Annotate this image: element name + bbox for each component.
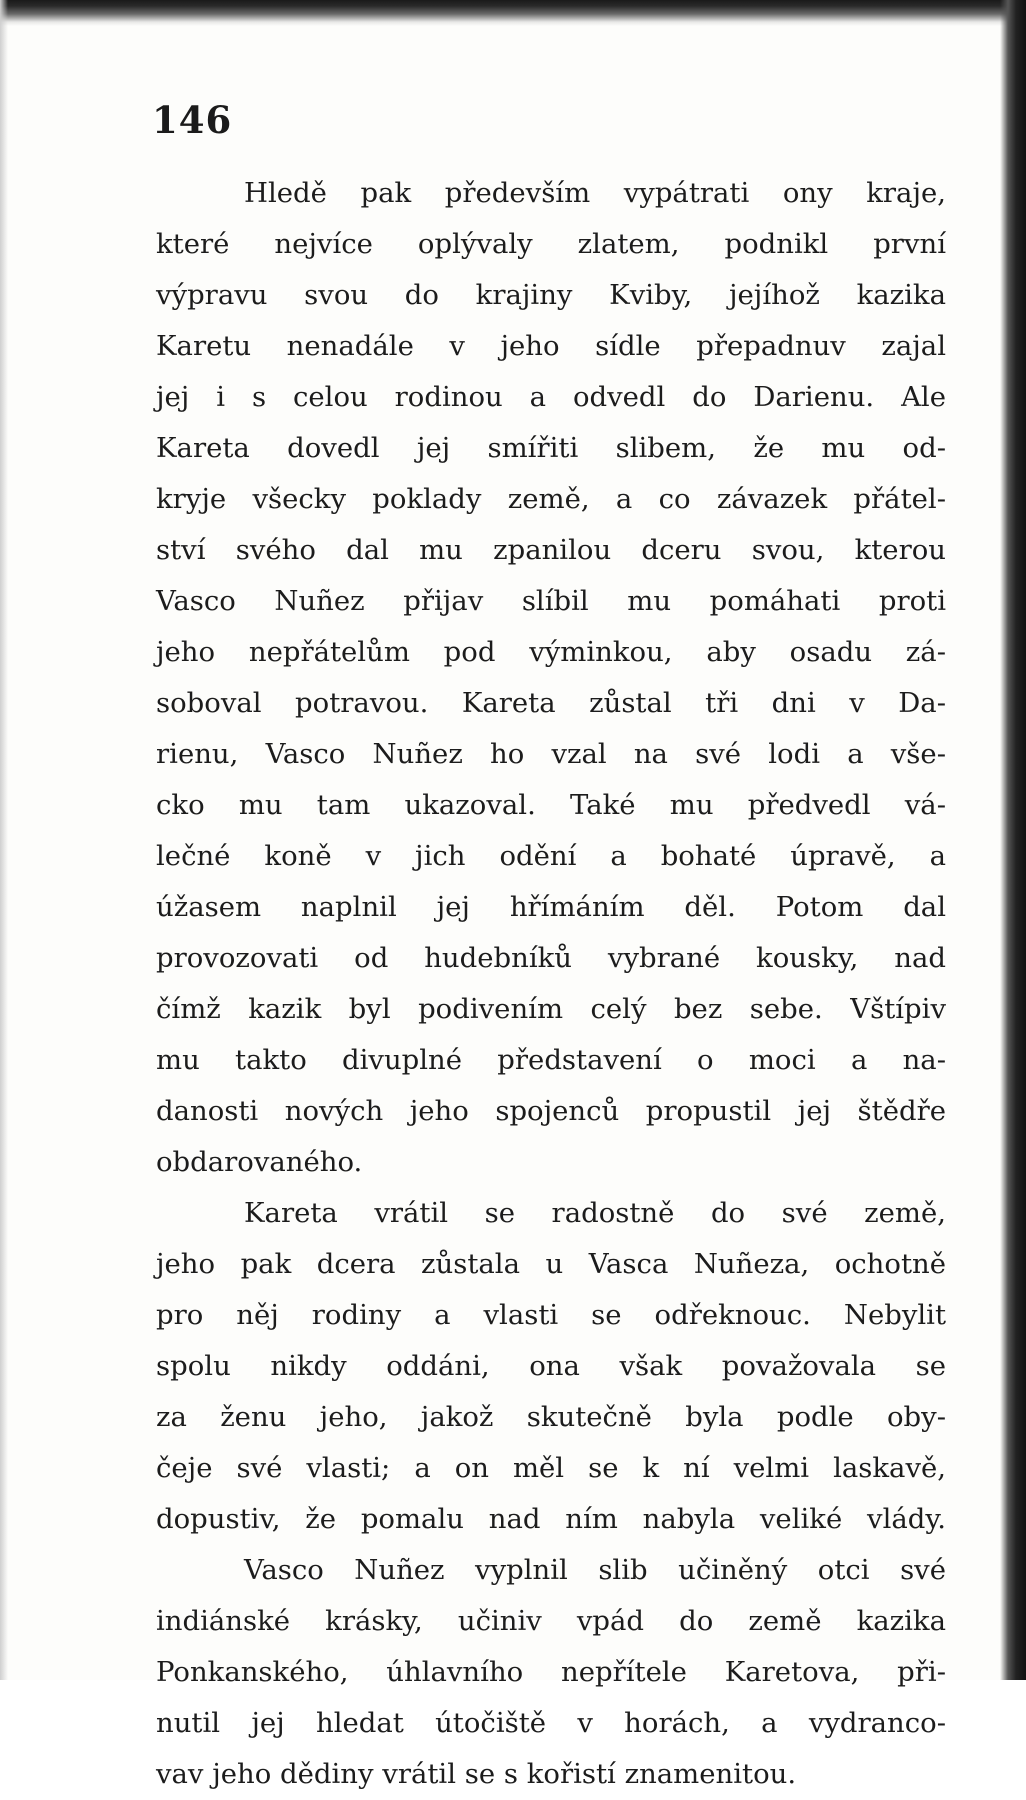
text-line: Kareta dovedl jej smířiti slibem, že mu od- [156, 432, 946, 464]
text-line: kryje všecky poklady země, a co závazek přátel- [156, 483, 946, 515]
text-line: Hledě pak především vypátrati ony kraje, [244, 177, 946, 209]
text-line: spolu nikdy oddáni, ona však považovala se [156, 1350, 946, 1382]
text-line: jeho pak dcera zůstala u Vasca Nuñeza, ochotně [156, 1248, 946, 1280]
scan-edge-right [1000, 0, 1026, 1680]
text-line: čeje své vlasti; a on měl se k ní velmi laskavě, [156, 1452, 946, 1484]
text-line: vav jeho dědiny vrátil se s kořistí znamenitou. [156, 1758, 797, 1790]
text-line: Karetu nenadále v jeho sídle přepadnuv zajal [156, 330, 946, 362]
text-line: úžasem naplnil jej hřímáním děl. Potom dal [156, 891, 946, 923]
text-line: soboval potravou. Kareta zůstal tři dni v Da- [156, 687, 946, 719]
scan-edge-top [0, 0, 1026, 26]
text-line: cko mu tam ukazoval. Také mu předvedl vá- [156, 789, 946, 821]
text-line: za ženu jeho, jakož skutečně byla podle oby- [156, 1401, 946, 1433]
text-line: danosti nových jeho spojenců propustil jej štědře [156, 1095, 946, 1127]
text-line: mu takto divuplné představení o moci a na- [156, 1044, 946, 1076]
text-line: nutil jej hledat útočiště v horách, a vydranco- [156, 1707, 946, 1739]
text-line: Vasco Nuñez vyplnil slib učiněný otci své [244, 1554, 946, 1586]
text-line: obdarovaného. [156, 1146, 363, 1178]
text-line: dopustiv, že pomalu nad ním nabyla veliké vlády. [156, 1503, 946, 1535]
text-line: které nejvíce oplývaly zlatem, podnikl první [156, 228, 946, 260]
text-line: ství svého dal mu zpanilou dceru svou, kterou [156, 534, 946, 566]
text-line: pro něj rodiny a vlasti se odřeknouc. Nebylit [156, 1299, 946, 1331]
text-line: Kareta vrátil se radostně do své země, [244, 1197, 946, 1229]
page-number: 146 [152, 98, 233, 142]
text-line: lečné koně v jich odění a bohaté úpravě, a [156, 840, 946, 872]
text-line: jeho nepřátelům pod výminkou, aby osadu zá- [156, 636, 946, 668]
text-line: výpravu svou do krajiny Kviby, jejíhož kazika [156, 279, 946, 311]
text-line: jej i s celou rodinou a odvedl do Darienu. Ale [156, 381, 946, 413]
body-text [156, 168, 946, 1800]
text-line: provozovati od hudebníků vybrané kousky, nad [156, 942, 946, 974]
text-line: indiánské krásky, učiniv vpád do země kazika [156, 1605, 946, 1637]
text-line: rienu, Vasco Nuñez ho vzal na své lodi a vše- [156, 738, 946, 770]
scan-edge-left [0, 0, 8, 1680]
text-line: Vasco Nuñez přijav slíbil mu pomáhati proti [156, 585, 946, 617]
text-line: Ponkanského, úhlavního nepřítele Karetova, při- [156, 1656, 946, 1688]
text-line: čímž kazik byl podivením celý bez sebe. Vštípiv [156, 993, 946, 1025]
